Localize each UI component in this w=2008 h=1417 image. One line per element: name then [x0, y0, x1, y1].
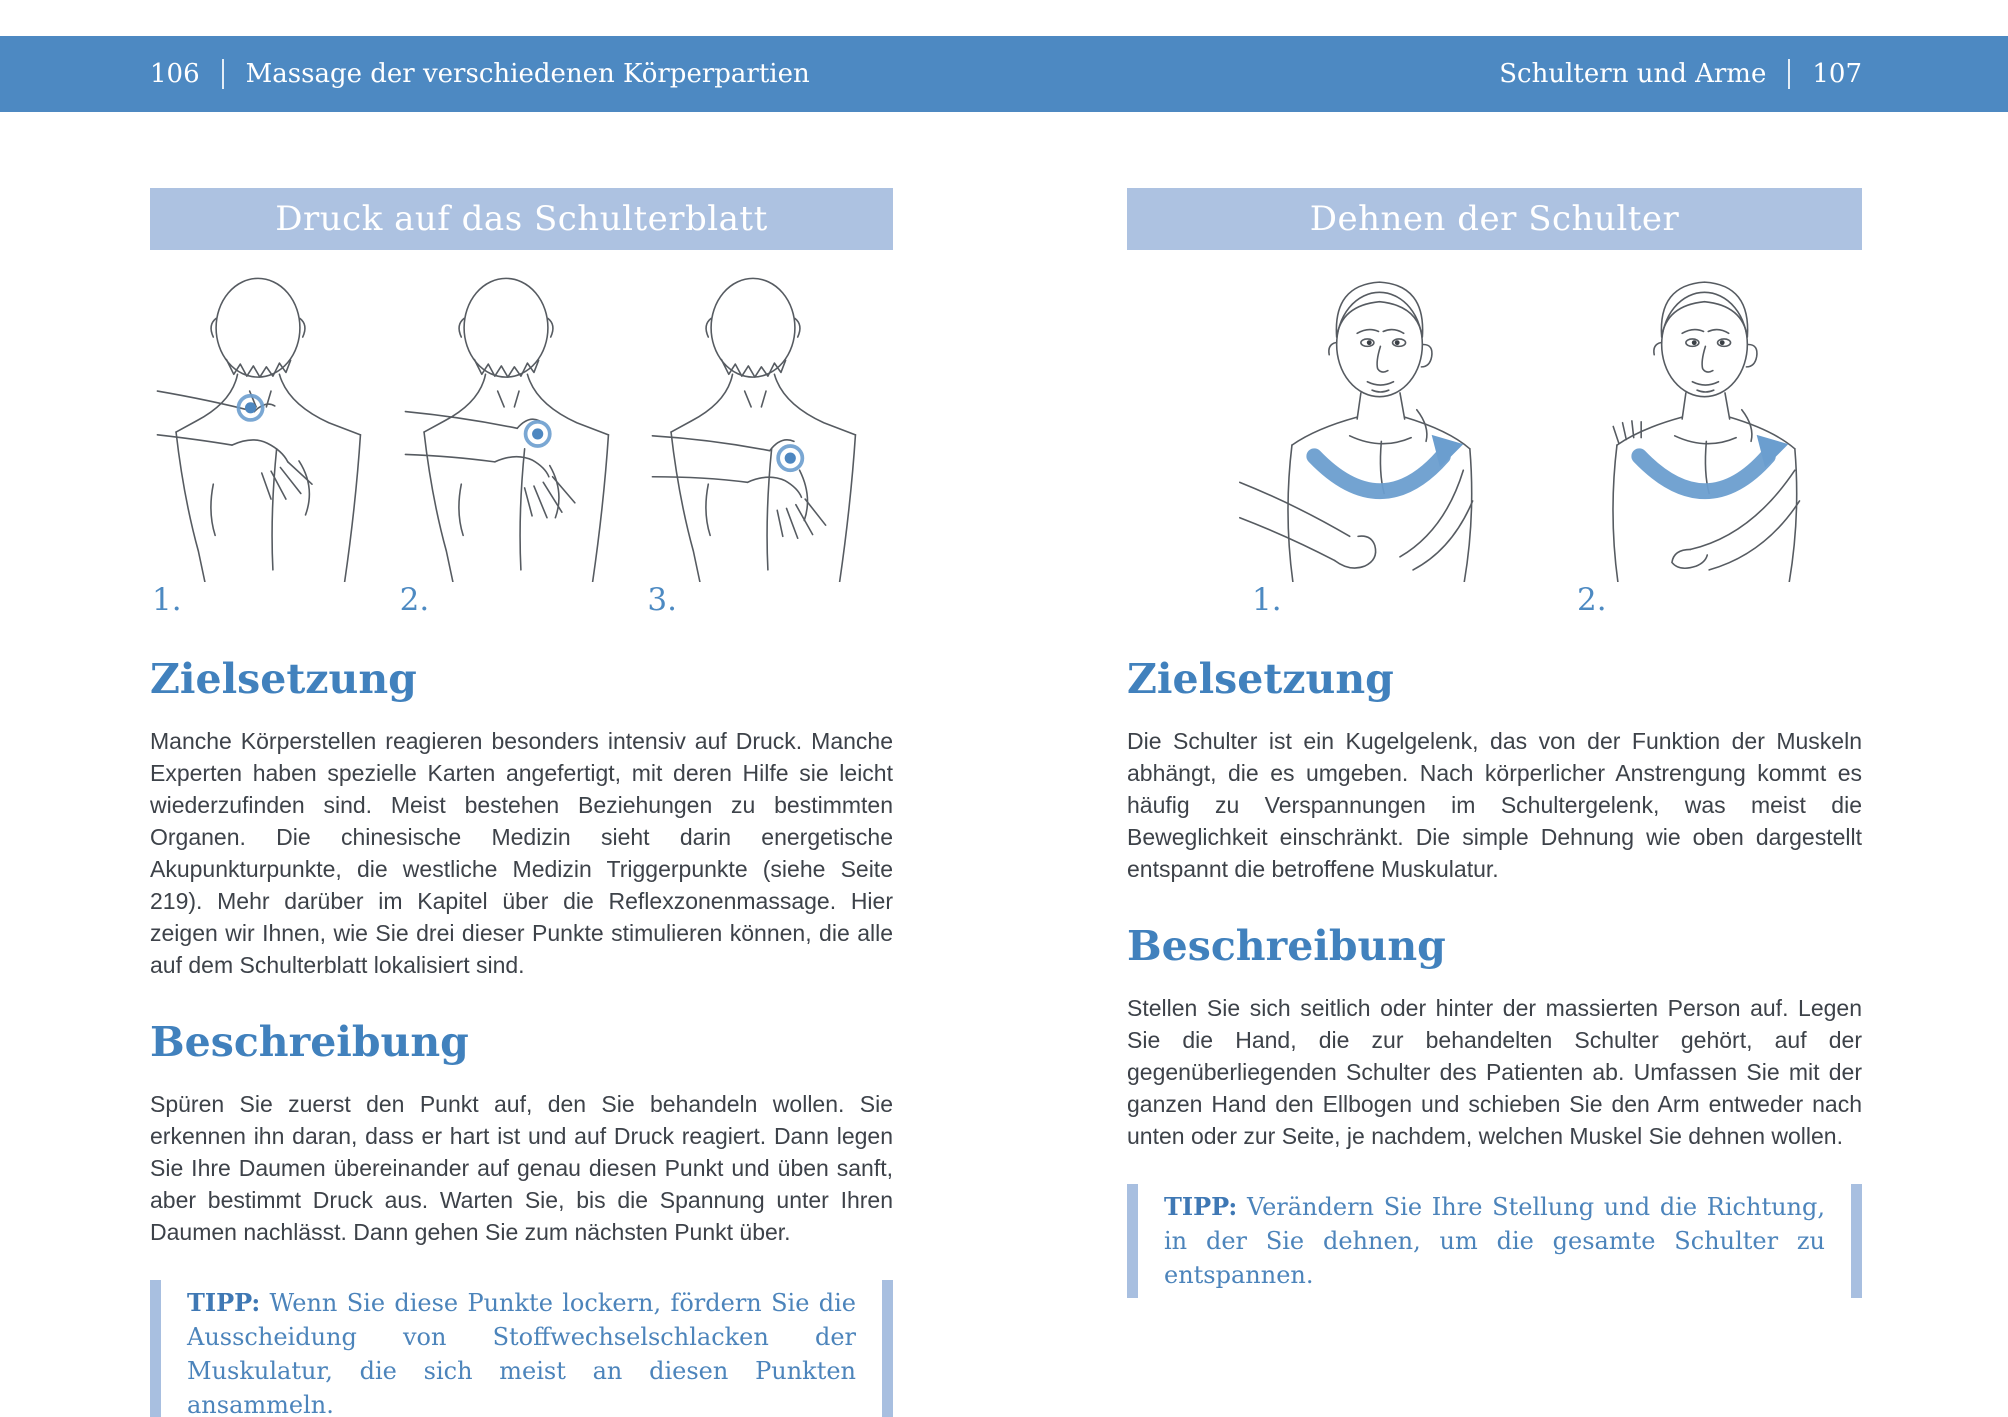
section-title-box-left — [150, 188, 893, 250]
pressing-hand-icon — [157, 391, 312, 499]
zielsetzung-text: Die Schulter ist ein Kugelgelenk, das von der Funktion der Muskeln abhängt, die es umgeben. Nach körperlicher Anstrengung kommt es häufig zu Verspannungen im Schultergelenk, was meist die Beweglichkeit einschränkt. Die simple Dehnung wie oben dargestellt entspannt die betroffene Muskulatur. — [1127, 728, 1862, 882]
tip-label: TIPP: — [1164, 1192, 1238, 1221]
beschreibung-text: Stellen Sie sich seitlich oder hinter der massierten Person auf. Legen Sie die Hand, die zur behandelten Schulter gehört, auf der gegenüberliegenden Schulter des Patienten ab. Umfassen Sie mit der ganzen Hand den Ellbogen und schieben Sie den Arm entweder nach unten oder zur Seite, je nachdem, welchen Muskel Sie dehnen wollen. — [1127, 995, 1862, 1149]
pressure-point-icon — [525, 422, 549, 446]
zielsetzung-text: Manche Körperstellen reagieren besonders intensiv auf Druck. Manche Experten haben spezielle Karten angefertigt, mit deren Hilfe sie leicht wiederzufinden sind. Meist bestehen Beziehungen zu bestimmten Organen. Die chinesische Medizin sieht darin energetische Akupunkturpunkte, die westliche Medizin Triggerpunkte (siehe Seite 219). Mehr darüber im Kapitel über die Reflexzonenmassage. Hier zeigen wir Ihnen, wie Sie drei dieser Punkte stimulieren können, die alle auf dem Schulterblatt lokalisiert sind. — [150, 728, 893, 978]
massage-step-figure-1 — [150, 270, 398, 618]
page-header — [0, 36, 2008, 112]
back-view-illustration — [150, 270, 398, 582]
massage-step-figure-3 — [645, 270, 893, 618]
page-number-left: 106 — [150, 59, 200, 89]
figures-left — [150, 270, 893, 618]
tip-text: Verändern Sie Ihre Stellung und die Richtung, in der Sie dehnen, um die gesamte Schulter zu entspannen. — [1164, 1193, 1825, 1289]
figures-right — [1127, 270, 1862, 618]
right-page — [1127, 112, 1862, 1298]
massage-step-figure-2 — [398, 270, 646, 618]
zielsetzung-heading: Zielsetzung — [150, 655, 417, 703]
tip-box-right — [1127, 1184, 1862, 1298]
running-head-left — [150, 59, 810, 89]
stretch-step-figure-2 — [1547, 270, 1862, 618]
beschreibung-heading: Beschreibung — [1127, 922, 1446, 970]
front-view-illustration — [1222, 270, 1537, 582]
figure-number: 2. — [399, 582, 430, 618]
chapter-title-left: Massage der verschiedenen Körperpartien — [245, 59, 810, 89]
running-head-right — [1499, 59, 1862, 89]
figure-number: 1. — [1252, 582, 1282, 618]
figure-number: 2. — [1577, 582, 1607, 618]
header-separator — [222, 59, 224, 89]
front-view-illustration — [1547, 270, 1862, 582]
section-title-box-right — [1127, 188, 1862, 250]
page-number-right: 107 — [1812, 59, 1862, 89]
section-title: Dehnen der Schulter — [1309, 199, 1680, 239]
tip-label: TIPP: — [187, 1288, 261, 1317]
stretch-step-figure-1 — [1222, 270, 1537, 618]
tip-box-left — [150, 1280, 893, 1417]
header-separator — [1788, 59, 1790, 89]
chapter-title-right: Schultern und Arme — [1499, 59, 1767, 89]
section-title: Druck auf das Schulterblatt — [275, 199, 768, 239]
back-view-illustration — [398, 270, 646, 582]
back-view-illustration — [645, 270, 893, 582]
beschreibung-text: Spüren Sie zuerst den Punkt auf, den Sie behandeln wollen. Sie erkennen ihn daran, dass er hart ist und auf Druck reagiert. Dann legen Sie Ihre Daumen übereinander auf genau diesen Punkt und üben sanft, aber bestimmt Druck aus. Warten Sie, bis die Spannung unter Ihren Daumen nachlässt. Dann gehen Sie zum nächsten Punkt über. — [150, 1091, 893, 1245]
left-page — [150, 112, 893, 1417]
pressure-point-icon — [778, 446, 802, 470]
zielsetzung-heading: Zielsetzung — [1127, 655, 1394, 703]
beschreibung-heading: Beschreibung — [150, 1018, 469, 1066]
tip-text: Wenn Sie diese Punkte lockern, fördern Sie die Ausscheidung von Stoffwechselschlacken der Muskulatur, die sich meist an diesen Punkten ansammeln. — [187, 1289, 856, 1417]
figure-number: 3. — [647, 582, 677, 618]
figure-number: 1. — [152, 582, 182, 618]
